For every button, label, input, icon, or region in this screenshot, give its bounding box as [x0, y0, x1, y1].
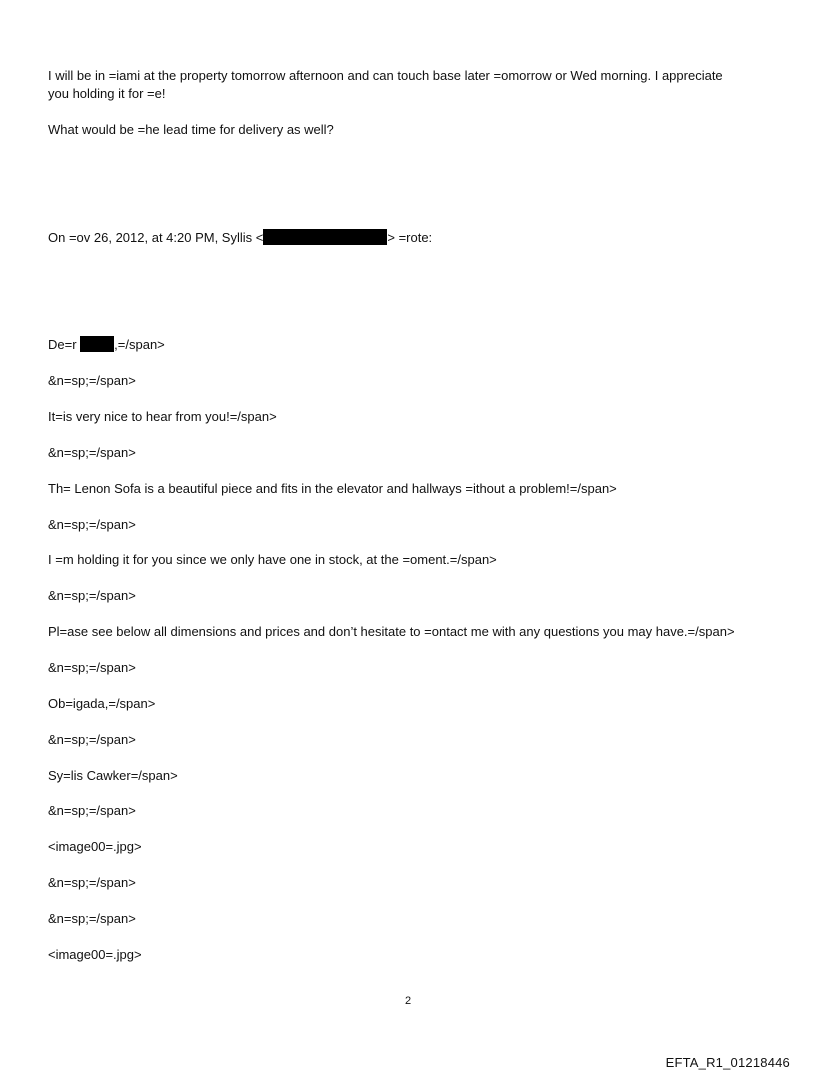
message-line: Sy=lis Cawker=/span>: [48, 768, 178, 783]
message-line: &n=sp;=/span>: [48, 445, 136, 460]
greeting-prefix: De=r: [48, 337, 77, 352]
message-line: &n=sp;=/span>: [48, 660, 136, 675]
reply-line-1: I will be in =iami at the property tomorrow afternoon and can touch base later =omorrow or Wed morning. I appreciate: [48, 68, 723, 83]
message-line: &n=sp;=/span>: [48, 517, 136, 532]
quote-header: [48, 229, 432, 246]
message-line: &n=sp;=/span>: [48, 588, 136, 603]
message-line: &n=sp;=/span>: [48, 373, 136, 388]
message-line: <image00=.jpg>: [48, 947, 142, 962]
message-line: Th= Lenon Sofa is a beautiful piece and fits in the elevator and hallways =ithout a problem!=/span>: [48, 481, 617, 496]
redaction-email: [263, 229, 387, 245]
message-line: Ob=igada,=/span>: [48, 696, 156, 711]
message-line: Pl=ase see below all dimensions and prices and don’t hesitate to =ontact me with any questions you may have.=/span>: [48, 624, 735, 639]
page-number: 2: [404, 995, 412, 1007]
message-line: &n=sp;=/span>: [48, 911, 136, 926]
message-line: I =m holding it for you since we only have one in stock, at the =oment.=/span>: [48, 552, 497, 567]
message-line: &n=sp;=/span>: [48, 732, 136, 747]
greeting-suffix: ,=/span>: [114, 337, 165, 352]
bates-number: EFTA_R1_01218446: [665, 1055, 790, 1070]
quote-header-suffix: > =rote:: [387, 230, 433, 245]
message-line: <image00=.jpg>: [48, 839, 142, 854]
message-line: &n=sp;=/span>: [48, 875, 136, 890]
quote-header-prefix: On =ov 26, 2012, at 4:20 PM, Syllis <: [48, 230, 264, 245]
greeting-line: [48, 336, 165, 353]
reply-line-3: What would be =he lead time for delivery as well?: [48, 122, 334, 137]
redaction-name: [80, 336, 114, 352]
message-line: &n=sp;=/span>: [48, 803, 136, 818]
message-line: It=is very nice to hear from you!=/span>: [48, 409, 277, 424]
reply-line-2: you holding it for =e!: [48, 86, 166, 101]
